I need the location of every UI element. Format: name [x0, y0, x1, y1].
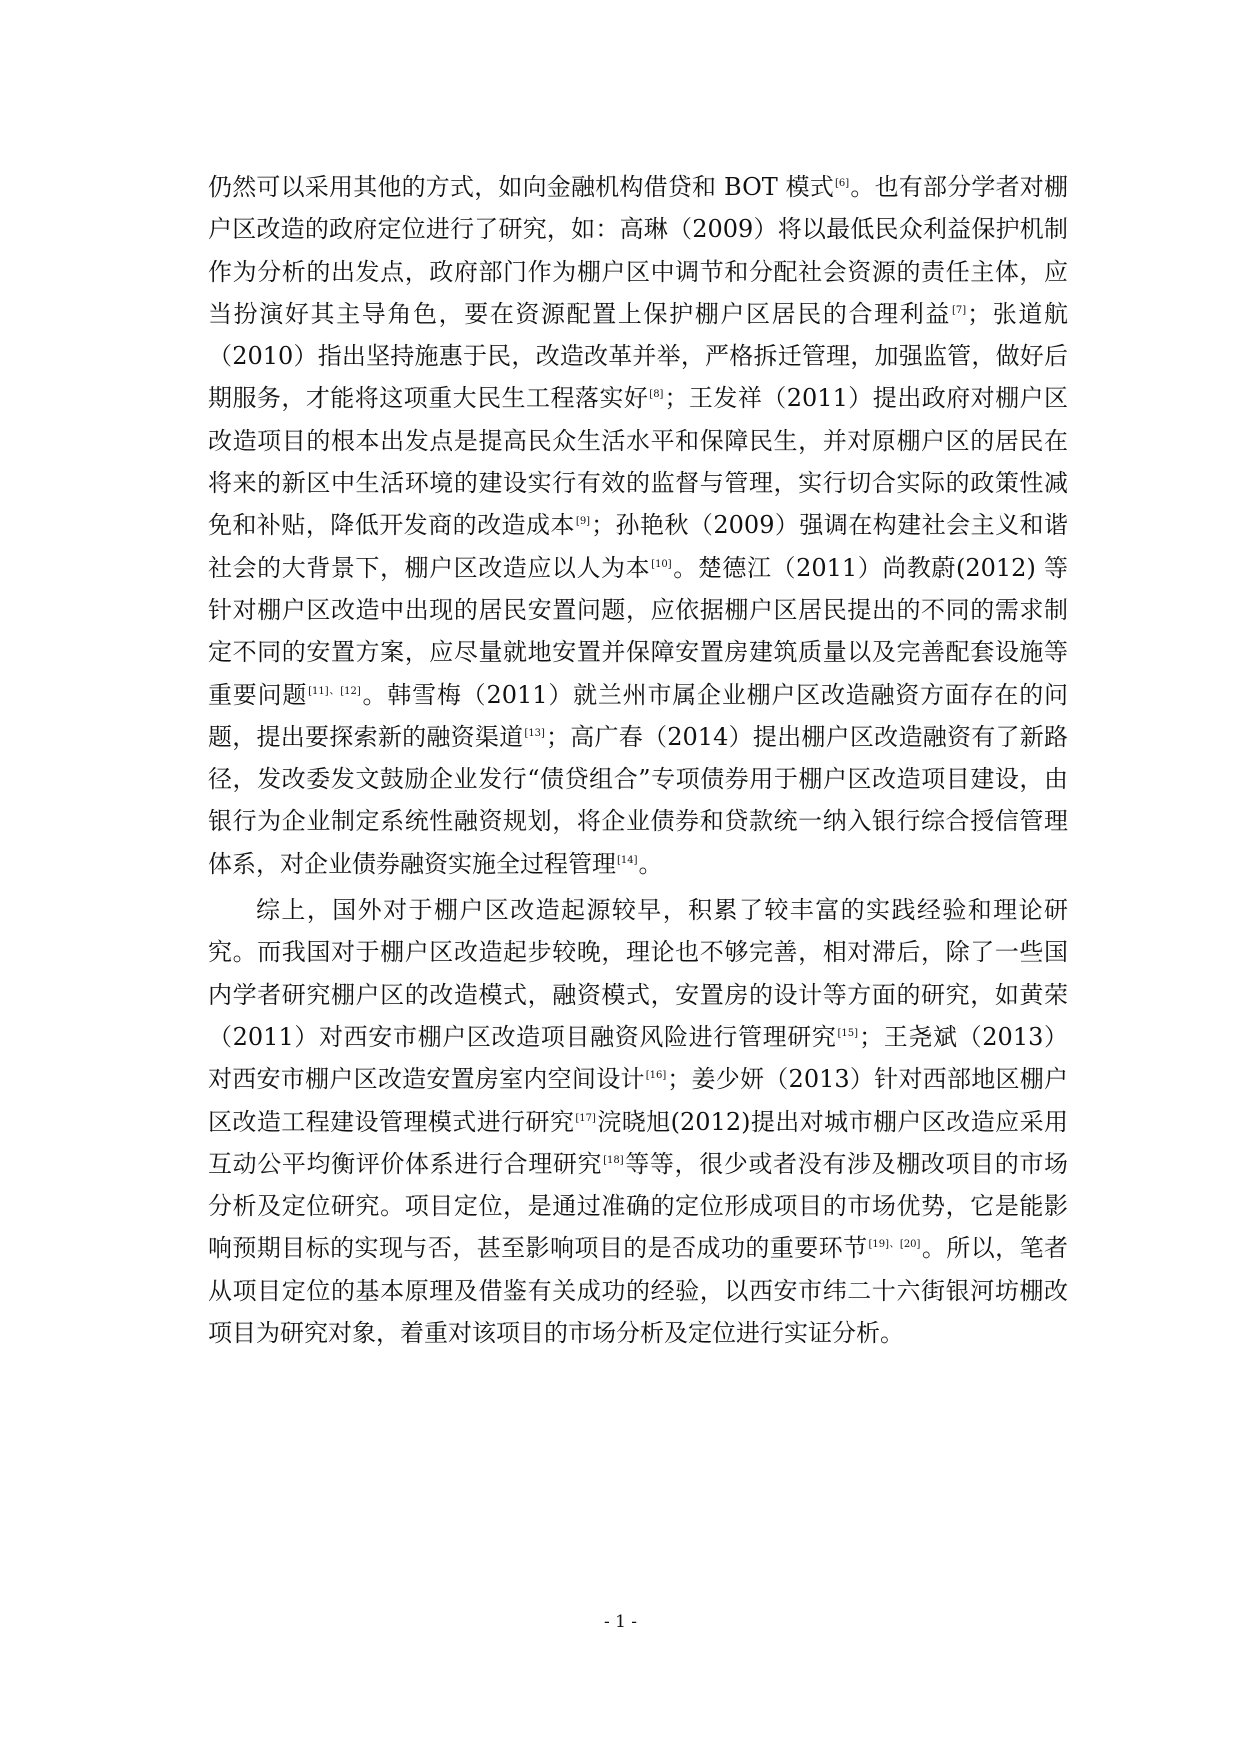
citation-marker: [17]	[575, 1112, 596, 1124]
body-text	[208, 166, 1068, 1354]
text-segment: 仍然可以采用其他的方式，如向金融机构借贷和 BOT 模式	[208, 173, 835, 201]
citation-marker: [18]	[603, 1154, 624, 1166]
citation-marker: [8]	[649, 389, 664, 401]
text-segment: 。韩雪梅（2011）就兰州市属企业棚户区改造融资方面存在的问题，提出要探索新的融资渠道	[208, 680, 1068, 751]
citation-marker: [14]	[617, 854, 638, 866]
page-number: - 1 -	[603, 1612, 638, 1632]
text-segment: 。也有部分学者对棚户区改造的政府定位进行了研究，如：高琳（2009）将以最低民众利益保护机制作为分析的出发点，政府部门作为棚户区中调节和分配社会资源的责任主体，应当扮演好其主导角色，要在资源配置上保护棚户区居民的合理利益	[208, 173, 1069, 328]
text-segment: 等等，很少或者没有涉及棚改项目的市场分析及定位研究。项目定位，是通过准确的定位形成项目的市场优势，它是能影响预期目标的实现与否，甚至影响项目的是否成功的重要环节	[208, 1149, 1069, 1263]
citation-marker: [15]	[837, 1027, 859, 1039]
paragraph-summary	[208, 889, 1068, 1354]
citation-marker: [16]	[645, 1070, 667, 1082]
citation-marker: [19]、[20]	[868, 1239, 921, 1251]
text-segment: 。所以，笔者从项目定位的基本原理及借鉴有关成功的经验，以西安市纬二十六街银河坊棚改项目为研究对象，着重对该项目的市场分析及定位进行实证分析。	[208, 1234, 1069, 1348]
text-segment: ；高广春（2014）提出棚户区改造融资有了新路径，发改委发文鼓励企业发行“债贷组合”专项债券用于棚户区改造项目建设，由银行为企业制定系统性融资规划，将企业债券和贷款统一纳入银行综合授信管理体系，对企业债券融资实施全过程管理	[208, 722, 1069, 878]
paragraph-literature-review	[208, 166, 1068, 885]
text-segment: 。楚德江（2011）尚教蔚(2012) 等针对棚户区改造中出现的居民安置问题，应依据棚户区居民提出的不同的需求制定不同的安置方案，应尽量就地安置并保障安置房建筑质量以及完善配套设施等重要问题	[208, 553, 1068, 709]
text-segment: 。	[638, 849, 663, 878]
citation-marker: [11]、[12]	[308, 685, 361, 697]
text-segment: ；孙艳秋（2009）强调在构建社会主义和谐社会的大背景下，棚户区改造应以人为本	[208, 511, 1069, 582]
text-segment: ；王发祥（2011）提出政府对棚户区改造项目的根本出发点是提高民众生活水平和保障民生，并对原棚户区的居民在将来的新区中生活环境的建设实行有效的监督与管理，实行切合实际的政策性减免和补贴，降低开发商的改造成本	[208, 384, 1068, 540]
citation-marker: [10]	[651, 558, 672, 570]
text-segment: ；王尧斌（2013）对西安市棚户区改造安置房室内空间设计	[208, 1022, 1069, 1094]
citation-marker: [13]	[524, 727, 545, 739]
text-segment: ；姜少妍（2013）针对西部地区棚户区改造工程建设管理模式进行研究	[208, 1065, 1068, 1136]
text-segment: ；张道航（2010）指出坚持施惠于民，改造改革并举，严格拆迁管理，加强监管，做好后期服务，才能将这项重大民生工程落实好	[208, 299, 1068, 413]
citation-marker: [6]	[835, 178, 850, 189]
citation-marker: [7]	[951, 304, 967, 316]
citation-marker: [9]	[575, 516, 591, 528]
text-segment: 综上，国外对于棚户区改造起源较早，积累了较丰富的实践经验和理论研究。而我国对于棚户区改造起步较晚，理论也不够完善，相对滞后，除了一些国内学者研究棚户区的改造模式，融资模式，安置房的设计等方面的研究，如黄荣（2011）对西安市棚户区改造项目融资风险进行管理研究	[208, 896, 1068, 1051]
text-segment: 浣晓旭(2012)提出对城市棚户区改造应采用互动公平均衡评价体系进行合理研究	[208, 1107, 1068, 1178]
